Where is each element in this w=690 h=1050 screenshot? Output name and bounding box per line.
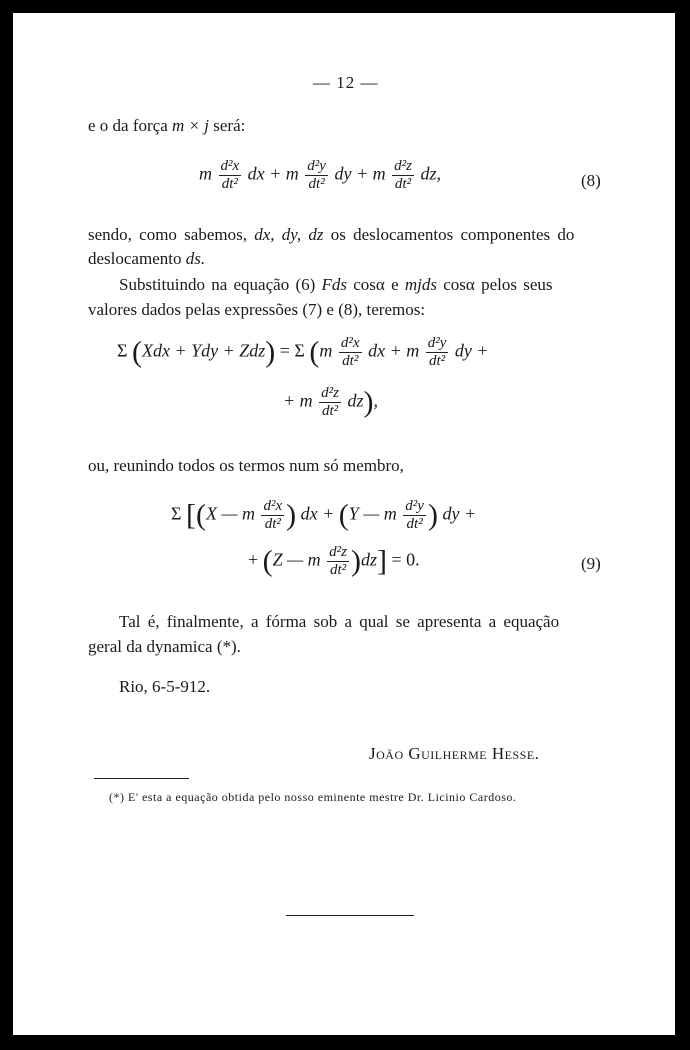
eq9-fraction-x: $\frac{\text{d²x}}{\text{dt²}}$ <box>263 498 283 532</box>
equation-8 <box>199 158 441 193</box>
intro-math: m × j <box>172 116 209 135</box>
eq8-term-3: dz, <box>420 163 441 184</box>
eq-sum-fraction-x: $\frac{\text{d²x}}{\text{dt²}}$ <box>340 335 360 369</box>
equation-8-label: (8) <box>581 171 601 190</box>
eq8-fraction-z: $\frac{\text{d²z}}{\text{dt²}}$ <box>394 158 412 192</box>
author-signature: João Guilherme Hesse. <box>369 744 540 763</box>
eq-sum-fraction-y: $\frac{\text{d²y}}{\text{dt²}}$ <box>427 335 447 369</box>
paragraph-1-line-2: deslocamento ds. <box>88 249 206 268</box>
paragraph-3: ou, reunindo todos os termos num só membro, <box>88 456 404 475</box>
eq8-term-2: dy + <box>334 163 369 184</box>
eq8-fraction-y: $\frac{\text{d²y}}{\text{dt²}}$ <box>307 158 326 192</box>
equation-sum-line-2: + m $\frac{\text{d²z}}{\text{dt²}}$ dz), <box>283 385 379 419</box>
eq8-term-1: dx + <box>247 163 282 184</box>
date-line: Rio, 6-5-912. <box>119 677 211 696</box>
equation-9-line-1: Σ [(X — m $\frac{\text{d²x}}{\text{dt²}}$ ) dx + (Y — m $\frac{\text{d²y}}{\text{dt²}}$ ) dy + <box>171 498 477 532</box>
eq-sum-fraction-z: $\frac{\text{d²z}}{\text{dt²}}$ <box>321 385 339 419</box>
eq9-fraction-z: $\frac{\text{d²z}}{\text{dt²}}$ <box>329 544 348 578</box>
paren-open: ( <box>309 335 320 369</box>
eq8-mass-3: m <box>372 163 386 184</box>
eq8-mass-2: m <box>285 163 299 184</box>
paragraph-2-line-2: valores dados pelas expressões (7) e (8), teremos: <box>88 300 426 319</box>
paren-close: ) <box>265 335 276 369</box>
paragraph-4-line-2: geral da dynamica (*). <box>88 637 241 656</box>
paragraph-4-line-1: Tal é, finalmente, a fórma sob a qual se apresenta a equação <box>119 612 560 631</box>
eq8-fraction-x: $\frac{\text{d²x}}{\text{dt²}}$ <box>220 158 240 192</box>
page-number: — 12 — <box>313 73 379 92</box>
sigma-symbol: Σ <box>171 503 182 524</box>
paragraph-2-line-1: Substituindo na equação (6) Fds cosα e mjds cosα pelos seus <box>119 275 553 294</box>
paragraph-1-line-1: sendo, como sabemos, dx, dy, dz os deslocamentos componentes do <box>88 225 575 244</box>
equation-sum-line-1: Σ (Xdx + Ydy + Zdz) = Σ (m $\frac{\text{d²x}}{\text{dt²}}$ dx + m $\frac{\text{d²y}}{\text{dt²}}$ dy + <box>117 335 489 369</box>
intro-line <box>88 116 245 136</box>
bracket-close: ] <box>377 544 388 578</box>
eq8-mass-1: m <box>199 163 212 184</box>
footnote-rule <box>94 778 189 779</box>
intro-text: e o da força <box>88 116 168 135</box>
document-page <box>13 13 675 1035</box>
eq9-fraction-y: $\frac{\text{d²y}}{\text{dt²}}$ <box>405 498 424 532</box>
equation-9-line-2: + (Z — m $\frac{\text{d²z}}{\text{dt²}}$ )dz] = 0. <box>248 544 420 578</box>
end-rule <box>286 915 414 916</box>
paren-close: ) <box>363 385 374 419</box>
intro-tail: será: <box>213 116 246 135</box>
sigma-symbol: Σ <box>117 340 128 361</box>
bracket-open: [ <box>185 498 196 532</box>
equation-9-label: (9) <box>581 554 601 573</box>
paren-open: ( <box>131 335 142 369</box>
footnote: (*) E' esta a equação obtida pelo nosso eminente mestre Dr. Licinio Cardoso. <box>109 790 517 804</box>
eq-sum-equals: = Σ <box>279 340 305 361</box>
eq-sum-lhs: Xdx + Ydy + Zdz <box>141 340 266 361</box>
